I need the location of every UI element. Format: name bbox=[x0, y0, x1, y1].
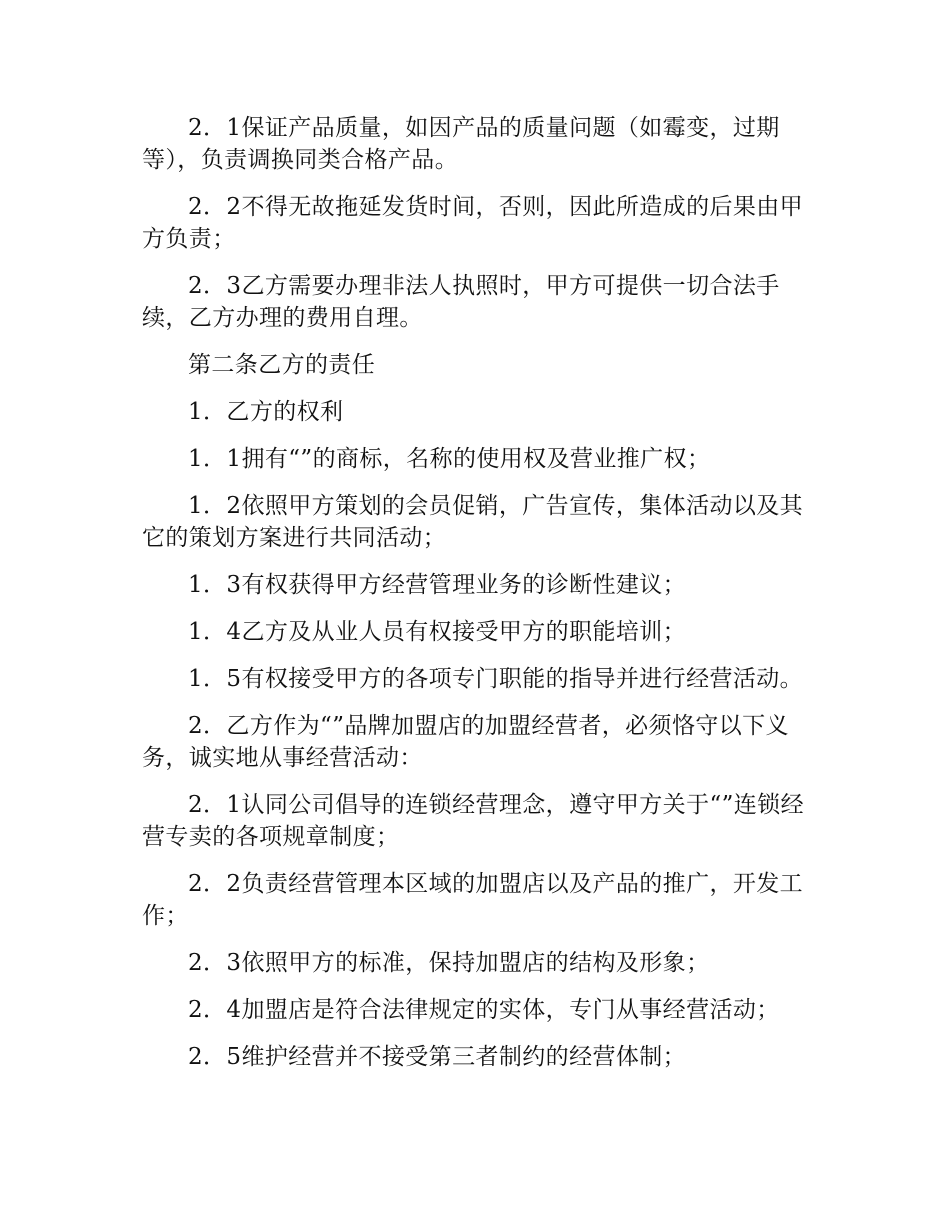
paragraph-obligation-2-5: 2．5维护经营并不接受第三者制约的经营体制； bbox=[188, 1044, 687, 1070]
paragraph-1-2: 1．2依照甲方策划的会员促销，广告宣传，集体活动以及其它的策划方案进行共同活动； bbox=[142, 493, 804, 551]
paragraph-obligation-2-3: 2．3依照甲方的标准，保持加盟店的结构及形象； bbox=[188, 950, 710, 976]
paragraph-obligation-2-2: 2．2负责经营管理本区域的加盟店以及产品的推广，开发工作； bbox=[142, 871, 804, 929]
paragraph-2-2: 2．2不得无故拖延发货时间，否则，因此所造成的后果由甲方负责； bbox=[142, 194, 804, 252]
paragraph-1-4: 1．4乙方及从业人员有权接受甲方的职能培训； bbox=[188, 619, 687, 645]
subheading-party-b-obligations: 2．乙方作为“”品牌加盟店的加盟经营者，必须恪守以下义务，诚实地从事经营活动： bbox=[142, 713, 789, 771]
paragraph-1-1: 1．1拥有“”的商标，名称的使用权及营业推广权； bbox=[188, 446, 711, 472]
paragraph-2-1: 2．1保证产品质量，如因产品的质量问题（如霉变，过期等），负责调换同类合格产品。 bbox=[142, 115, 780, 173]
paragraph-2-3: 2．3乙方需要办理非法人执照时，甲方可提供一切合法手续，乙方办理的费用自理。 bbox=[142, 273, 780, 331]
paragraph-obligation-2-1: 2．1认同公司倡导的连锁经营理念，遵守甲方关于“”连锁经营专卖的各项规章制度； bbox=[142, 792, 804, 850]
paragraph-1-5: 1．5有权接受甲方的各项专门职能的指导并进行经营活动。 bbox=[188, 666, 804, 692]
section-heading-party-b: 第二条乙方的责任 bbox=[188, 352, 376, 378]
document-body bbox=[142, 112, 822, 1088]
paragraph-1-3: 1．3有权获得甲方经营管理业务的诊断性建议； bbox=[188, 572, 687, 598]
subheading-party-b-rights: 1．乙方的权利 bbox=[188, 399, 344, 425]
paragraph-obligation-2-4: 2．4加盟店是符合法律规定的实体，专门从事经营活动； bbox=[188, 997, 780, 1023]
